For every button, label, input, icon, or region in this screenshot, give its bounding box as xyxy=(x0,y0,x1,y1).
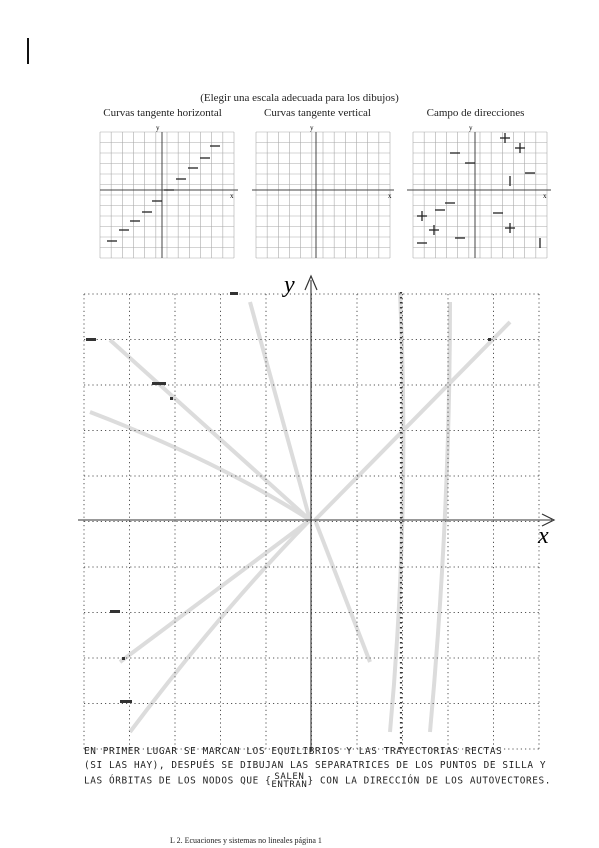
panel-x-label: x xyxy=(388,192,392,200)
panel-x-label: x xyxy=(543,192,547,200)
panel-y-label: y xyxy=(469,124,473,132)
panel-grid xyxy=(100,132,234,258)
panel-y-label: y xyxy=(310,124,314,132)
note-line-3 xyxy=(84,773,564,789)
brace-bottom: ENTRAN xyxy=(271,780,308,790)
main-x-label: x xyxy=(538,523,549,549)
page-footer: L 2. Ecuaciones y sistemas no lineales página 1 xyxy=(170,836,322,845)
note-line-3-start: LAS ÓRBITAS DE LOS NODOS QUE xyxy=(84,775,259,787)
faint-trajectories xyxy=(90,292,510,732)
panel-grid xyxy=(413,132,547,258)
brace-group xyxy=(271,773,307,789)
panel-title-vertical: Curvas tangente vertical xyxy=(264,107,371,119)
panel-horizontal-tangent xyxy=(92,118,242,268)
panel-vertical-tangent xyxy=(248,118,398,268)
margin-mark xyxy=(27,38,29,64)
brace-close: } xyxy=(307,775,314,787)
panel-grid xyxy=(256,132,390,258)
note-line-3-end: CON LA DIRECCIÓN DE LOS AUTOVECTORES. xyxy=(319,775,552,787)
panel-direction-field xyxy=(405,118,555,268)
main-y-label: y xyxy=(284,272,295,298)
instruction-header: (Elegir una escala adecuada para los dibujos) xyxy=(200,92,399,104)
note-line-2: (SI LAS HAY), DESPUÉS SE DIBUJAN LAS SEPARATRICES DE LOS PUNTOS DE SILLA Y xyxy=(84,760,547,771)
panel-x-label: x xyxy=(230,192,234,200)
handwritten-note xyxy=(84,745,564,789)
phase-plane-plot xyxy=(70,262,570,762)
brace-open: { xyxy=(265,775,272,787)
panel-y-label: y xyxy=(156,124,160,132)
note-line-1: EN PRIMER LUGAR SE MARCAN LOS EQUILIBRIOS Y LAS TRAYECTORIAS RECTAS xyxy=(84,746,503,757)
panel-title-direction-field: Campo de direcciones xyxy=(426,107,525,119)
brace-top: SALEN xyxy=(274,772,305,782)
panel-title-horizontal: Curvas tangente horizontal xyxy=(103,107,222,119)
